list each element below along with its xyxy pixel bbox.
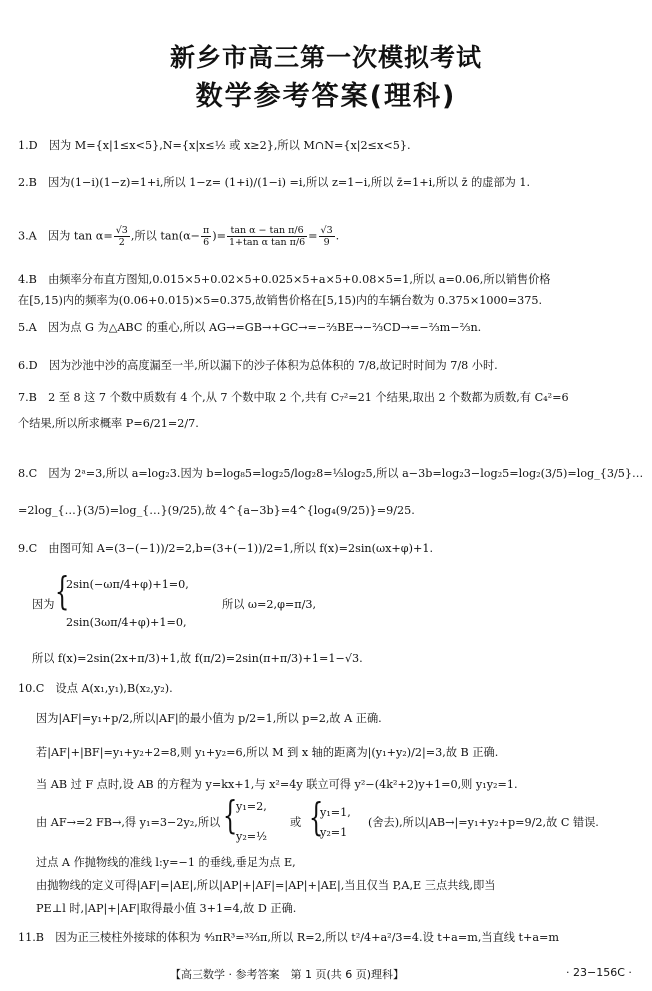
footer-code: · 23−156C · xyxy=(566,966,632,979)
answer-9-lead: 因为 xyxy=(32,598,55,611)
footer-page-info: 【高三数学 · 参考答案 第 1 页(共 6 页)理科】 xyxy=(170,968,405,981)
answer-10-system-2-b: y₂=1 xyxy=(320,826,348,839)
answer-3-text-b: ,所以 tan(α− xyxy=(130,229,200,243)
answer-3-text-d: = xyxy=(308,229,318,243)
answer-9-equation-1: 2sin(−ωπ/4+φ)+1=0, xyxy=(66,578,189,591)
fraction: $\frac{√3}{9}$ xyxy=(320,225,333,248)
answer-10-line-5-e: (舍去),所以|AB→|=y₁+y₂+p=9/2,故 C 错误. xyxy=(368,816,599,829)
answer-10-system-2-a: y₁=1, xyxy=(320,806,351,819)
answer-10-system-1-b: y₂=½ xyxy=(236,830,268,843)
answer-6: 6.D 因为沙池中沙的高度漏至一半,所以漏下的沙子体积为总体积的 7/8,故记时时间为 7/8 小时. xyxy=(18,359,498,372)
page-title: 新乡市高三第一次模拟考试 xyxy=(169,43,482,72)
answer-3-text-a: 3.A 因为 tan α= xyxy=(18,229,113,243)
answer-7-line-1: 7.B 2 至 8 这 7 个数中质数有 4 个,从 7 个数中取 2 个,共有 C₇²=21 个结果,取出 2 个数都为质数,有 C₄²=6 xyxy=(18,391,569,404)
answer-9-line-3: 所以 f(x)=2sin(2x+π/3)+1,故 f(π/2)=2sin(π+π/3)+1=1−√3. xyxy=(32,652,363,665)
answer-8-line-2: =2log_{…}(3/5)=log_{…}(9/25),故 4^{a−3b}=4^{log₄(9/25)}=9/25. xyxy=(18,504,415,517)
answer-9-equation-2: 2sin(3ωπ/4+φ)+1=0, xyxy=(66,616,187,629)
answer-11: 11.B 因为正三棱柱外接球的体积为 ⁴⁄₃πR³=³²⁄₃π,所以 R=2,所以 t²/4+a²/3=4.设 t+a=m,当直线 t+a=m xyxy=(18,931,560,944)
answer-5: 5.A 因为点 G 为△ABC 的重心,所以 AG→=GB→+GC→=−⅔BE→−⅔CD→=−⅔m−⅔n. xyxy=(18,321,482,334)
answer-1: 1.D 因为 M={x|1≤x<5},N={x|x≤½ 或 x≥2},所以 M∩N={x|2≤x<5}. xyxy=(18,139,411,152)
answer-10-line-4: 当 AB 过 F 点时,设 AB 的方程为 y=kx+1,与 x²=4y 联立可得 y²−(4k²+2)y+1=0,则 y₁y₂=1. xyxy=(36,778,518,791)
fraction: $\frac{√3}{2}$ xyxy=(115,225,128,248)
answer-2: 2.B 因为(1−i)(1−z)=1+i,所以 1−z= (1+i)/(1−i) =i,所以 z=1−i,所以 z̄=1+i,所以 z̄ 的虚部为 1. xyxy=(18,176,531,189)
answer-7-line-2: 个结果,所以所求概率 P=6/21=2/7. xyxy=(18,417,199,430)
answer-3-text-c: )= xyxy=(212,229,226,243)
system-brace: { xyxy=(54,569,70,613)
answer-10-or: 或 xyxy=(290,816,302,829)
answer-10-line-5-a: 由 AF→=2 FB→,得 y₁=3−2y₂,所以 xyxy=(36,816,221,829)
system-brace: { xyxy=(222,793,238,837)
system-brace: { xyxy=(308,795,324,839)
answer-10-line-3: 若|AF|+|BF|=y₁+y₂+2=8,则 y₁+y₂=6,所以 M 到 x 轴的距离为|(y₁+y₂)/2|=3,故 B 正确. xyxy=(36,746,499,759)
answer-4-line-1: 4.B 由频率分布直方图知,0.015×5+0.02×5+0.025×5+a×5+0.08×5=1,所以 a=0.06,所以销售价格 xyxy=(18,273,551,286)
answer-10-line-7: 由抛物线的定义可得|AF|=|AE|,所以|AP|+|AF|=|AP|+|AE|,当且仅当 P,A,E 三点共线,即当 xyxy=(36,879,496,892)
answer-3-text-e: . xyxy=(335,229,340,243)
answer-10-line-1: 10.C 设点 A(x₁,y₁),B(x₂,y₂). xyxy=(18,682,173,695)
answer-4-line-2: 在[5,15)内的频率为(0.06+0.015)×5=0.375,故销售价格在[5,15)内的车辆台数为 0.375×1000=375. xyxy=(18,294,543,307)
answer-10-line-8: PE⊥l 时,|AP|+|AF|取得最小值 3+1=4,故 D 正确. xyxy=(36,902,297,915)
fraction: $\frac{\pi}{6}$ xyxy=(203,225,210,248)
answer-9-line-1: 9.C 由图可知 A=(3−(−1))/2=2,b=(3+(−1))/2=1,所以 f(x)=2sin(ωx+φ)+1. xyxy=(18,542,434,555)
answer-8-line-1: 8.C 因为 2ᵃ=3,所以 a=log₂3.因为 b=log₈5=log₂5/log₂8=⅓log₂5,所以 a−3b=log₂3−log₂5=log₂(3/5)=log_{3/5}… xyxy=(18,467,644,480)
page-subtitle: 数学参考答案(理科) xyxy=(195,81,457,112)
answer-10-line-6: 过点 A 作抛物线的准线 l:y=−1 的垂线,垂足为点 E, xyxy=(36,856,296,869)
answer-10-system-1-a: y₁=2, xyxy=(236,800,267,813)
fraction: $\frac{\text{tan α − tan π/6}}{\text{1+tan α tan π/6}}$ xyxy=(229,225,306,248)
answer-3 xyxy=(18,225,339,248)
answer-9-result: 所以 ω=2,φ=π/3, xyxy=(222,598,317,611)
answer-10-line-2: 因为|AF|=y₁+p/2,所以|AF|的最小值为 p/2=1,所以 p=2,故 A 正确. xyxy=(36,712,382,725)
